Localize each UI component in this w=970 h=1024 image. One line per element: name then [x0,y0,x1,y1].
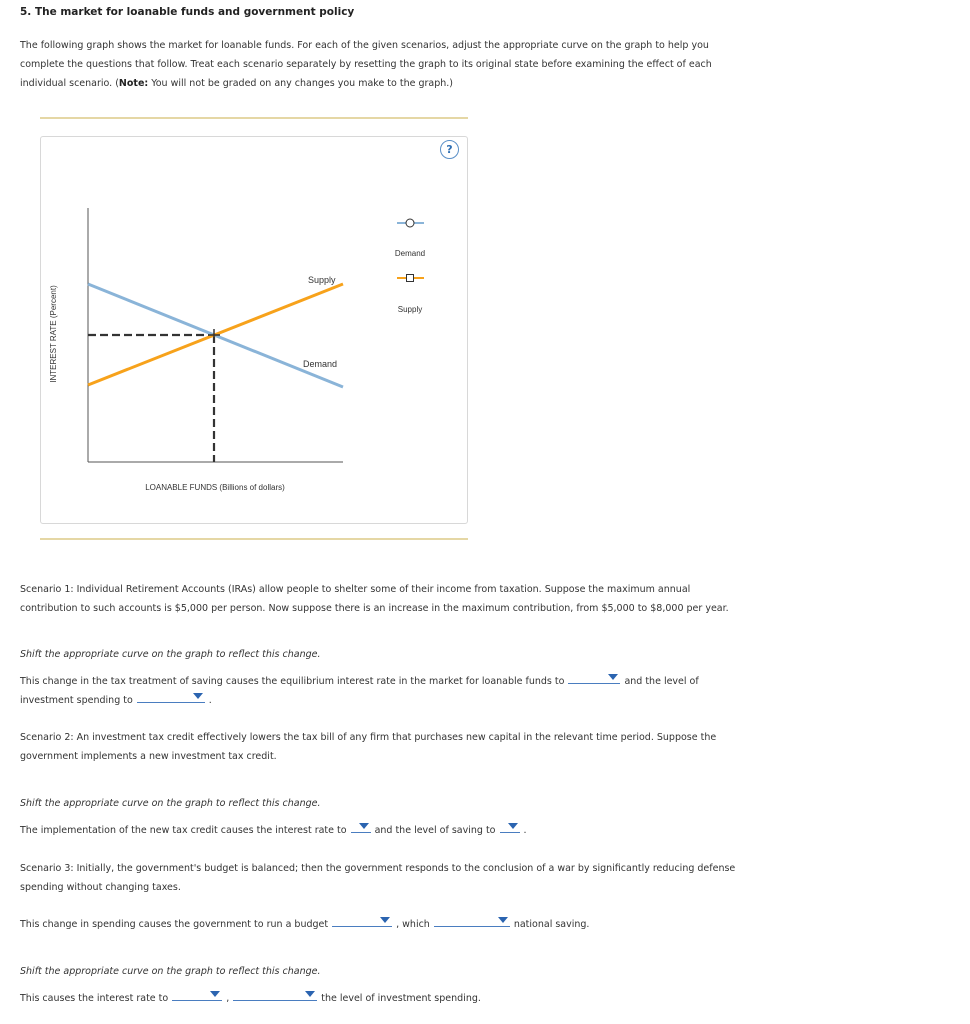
legend-supply-label: Supply [397,305,423,314]
legend-demand-tool[interactable] [397,219,424,227]
question-title: 5. The market for loanable funds and government policy [20,6,355,18]
scenario-1-question: This change in the tax treatment of saving causes the equilibrium interest rate in the market for loanable funds to and the level of investment spending to . [20,672,740,710]
interest-rate-dropdown-3[interactable] [172,989,222,1001]
scenario-2-instruction: Shift the appropriate curve on the graph to reflect this change. [20,798,321,809]
budget-dropdown-3[interactable] [332,915,392,927]
square-marker-icon [407,275,414,282]
graph-bottom-divider [40,538,468,540]
y-axis-label: INTEREST RATE (Percent) [49,285,58,383]
investment-dropdown-1[interactable] [137,691,205,703]
legend-supply-tool[interactable] [397,275,424,282]
national-saving-dropdown-3[interactable] [434,915,510,927]
intro-line-3: individual scenario. (Note: You will not be graded on any changes you make to the graph.) [20,78,454,89]
dropdown-arrow-icon [210,991,220,997]
intro-paragraph [20,36,740,93]
interest-rate-dropdown-2[interactable] [351,821,371,833]
dropdown-arrow-icon [608,674,618,680]
help-icon[interactable]: ? [440,140,459,159]
circle-marker-icon [406,219,414,227]
x-axis-label: LOANABLE FUNDS (Billions of dollars) [145,483,285,492]
graph-canvas[interactable] [40,136,466,522]
legend-demand-label: Demand [394,249,426,258]
scenario-1-instruction: Shift the appropriate curve on the graph to reflect this change. [20,649,321,660]
dropdown-arrow-icon [193,693,203,699]
scenario-1-text: Scenario 1: Individual Retirement Accounts (IRAs) allow people to shelter some of their income from taxation. Suppose the maximum annual contribution to such accounts is $5,000 per person. Now suppose there is an increase in the maximum contribution, from $5,000 to $8,000 per year. [20,584,729,614]
dropdown-arrow-icon [305,991,315,997]
scenario-3-question-2: This causes the interest rate to , the level of investment spending. [20,989,740,1008]
investment-dropdown-3[interactable] [233,989,317,1001]
interest-rate-dropdown-1[interactable] [568,672,620,684]
scenario-3-instruction: Shift the appropriate curve on the graph to reflect this change. [20,966,321,977]
equilibrium-point[interactable] [208,329,220,341]
dropdown-arrow-icon [359,823,369,829]
saving-dropdown-2[interactable] [500,821,520,833]
dropdown-arrow-icon [508,823,518,829]
scenario-3-text: Scenario 3: Initially, the government's budget is balanced; then the government responds to the conclusion of a war by significantly reducing defense spending without changing taxes. [20,863,736,893]
dropdown-arrow-icon [498,917,508,923]
scenario-2-text: Scenario 2: An investment tax credit effectively lowers the tax bill of any firm that purchases new capital in the relevant time period. Suppose the government implements a new investment tax credit. [20,732,717,762]
scenario-2-question: The implementation of the new tax credit causes the interest rate to and the level of saving to . [20,821,740,840]
intro-line-1: The following graph shows the market for loanable funds. For each of the given scenarios, adjust the appropriate curve on the graph to help you [20,40,709,51]
graph-top-divider [40,117,468,119]
note-label: Note: [118,78,149,89]
supply-curve-label: Supply [308,275,336,285]
intro-line-2: complete the questions that follow. Treat each scenario separately by resetting the graph to its original state before examining the effect of each [20,59,712,70]
scenario-3-question-1: This change in spending causes the government to run a budget , which national saving. [20,915,740,934]
dropdown-arrow-icon [380,917,390,923]
demand-curve-label: Demand [303,359,338,369]
